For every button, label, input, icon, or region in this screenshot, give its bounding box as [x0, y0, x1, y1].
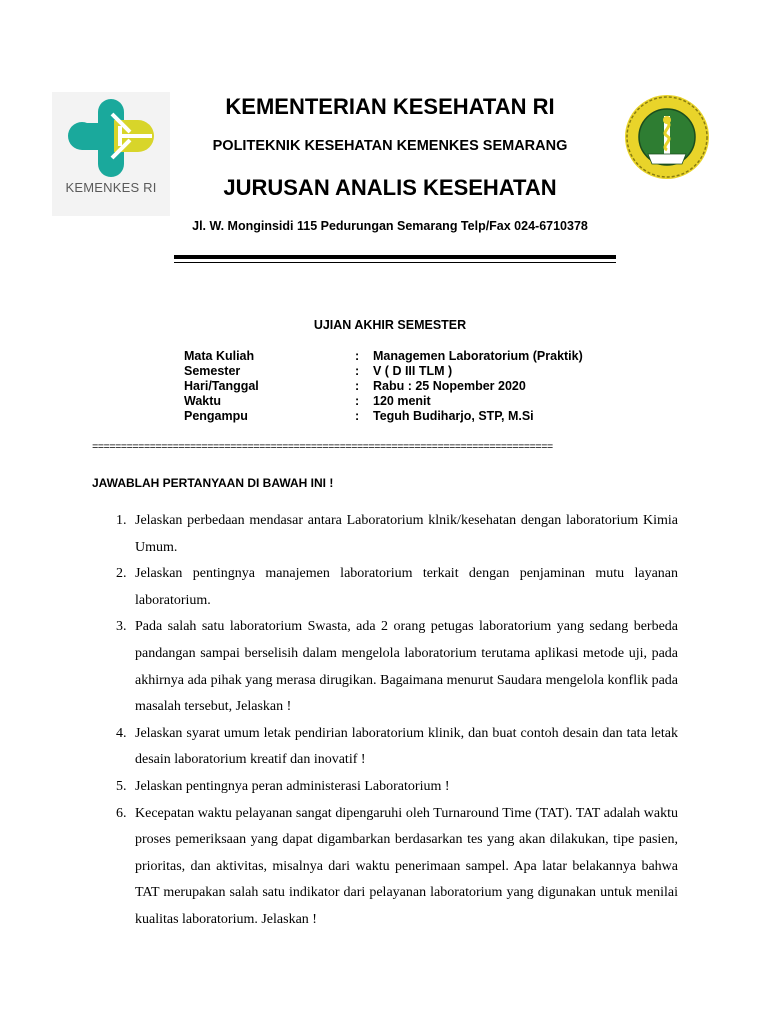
kemenkes-emblem-icon	[64, 96, 158, 180]
info-value: V ( D III TLM )	[373, 364, 453, 378]
info-value: 120 menit	[373, 394, 431, 408]
question-text: Pada salah satu laboratorium Swasta, ada 2 orang petugas laboratorium yang sedang berbeda pandangan sampai berselisih dalam mengelola laboratorium terutama aplikasi metode uji, pada akhirnya ada pihak yang merasa dirugikan. Bagaimana menurut Saudara mengelola konflik pada masalah tersebut, Jelaskan !	[135, 619, 678, 715]
info-colon: :	[355, 364, 360, 378]
question-item	[116, 721, 678, 774]
question-text: Kecepatan waktu pelayanan sangat dipengaruhi oleh Turnaround Time (TAT). TAT adalah waktu proses pemeriksaan yang dapat digambarkan berdasarkan tes yang akan dilakukan, tipe pasien, prioritas, dan aktivitas, misalnya dari waktu penerimaan sampel. Apa latar belakannya bahwa TAT merupakan salah satu indikator dari pelayanan laboratorium yang digunakan untuk menilai kualitas laboratorium. Jelaskan !	[135, 805, 678, 927]
info-label: Mata Kuliah	[184, 349, 255, 363]
question-item	[116, 801, 678, 934]
info-label: Waktu	[184, 394, 222, 408]
exam-title: UJIAN AKHIR SEMESTER	[313, 318, 467, 332]
question-text: Jelaskan perbedaan mendasar antara Laboratorium klnik/kesehatan dengan laboratorium Kimia Umum.	[135, 513, 678, 555]
info-colon: :	[355, 379, 360, 393]
department-title: JURUSAN ANALIS KESEHATAN	[223, 175, 557, 200]
info-colon: :	[355, 349, 360, 363]
address: Jl. W. Monginsidi 115 Pedurungan Semarang Telp/Fax 024-6710378	[192, 219, 588, 233]
kemenkes-logo	[52, 92, 170, 216]
question-item	[116, 614, 678, 720]
info-label: Pengampu	[184, 409, 248, 423]
logo-left-text: KEMENKES RI	[65, 180, 157, 195]
info-colon: :	[355, 394, 360, 408]
question-text: Jelaskan pentingnya manajemen laboratorium terkait dengan penjaminan mutu layanan laboratorium.	[135, 566, 678, 608]
question-item	[116, 561, 678, 614]
question-number: 5.	[116, 778, 127, 794]
institution-title: POLITEKNIK KESEHATAN KEMENKES SEMARANG	[212, 138, 568, 154]
info-value: Rabu : 25 Nopember 2020	[373, 379, 526, 393]
instruction-heading: JAWABLAH PERTANYAAN DI BAWAH INI !	[92, 476, 334, 490]
question-number: 6.	[116, 805, 127, 821]
question-number: 3.	[116, 619, 127, 635]
question-item	[116, 508, 678, 561]
question-item	[116, 774, 678, 801]
info-value: Managemen Laboratorium (Praktik)	[373, 349, 583, 363]
question-number: 1.	[116, 513, 127, 528]
poltekkes-seal	[622, 92, 712, 182]
separator-line: ================================================================================	[92, 442, 553, 454]
question-number: 4.	[116, 725, 127, 741]
poltekkes-seal-icon	[622, 92, 712, 182]
info-label: Semester	[184, 364, 241, 378]
question-text: Jelaskan syarat umum letak pendirian laboratorium klinik, dan buat contoh desain dan tata letak desain laboratorium kreatif dan inovatif !	[135, 725, 678, 768]
header-rule-thick	[174, 255, 616, 259]
question-text: Jelaskan pentingnya peran administerasi Laboratorium !	[135, 778, 450, 794]
header-rule-thin	[174, 262, 616, 263]
info-value: Teguh Budiharjo, STP, M.Si	[373, 409, 534, 423]
info-label: Hari/Tanggal	[184, 379, 259, 393]
ministry-title: KEMENTERIAN KESEHATAN RI	[225, 94, 555, 119]
question-list	[116, 508, 678, 934]
question-number: 2.	[116, 566, 127, 582]
info-colon: :	[355, 409, 360, 423]
